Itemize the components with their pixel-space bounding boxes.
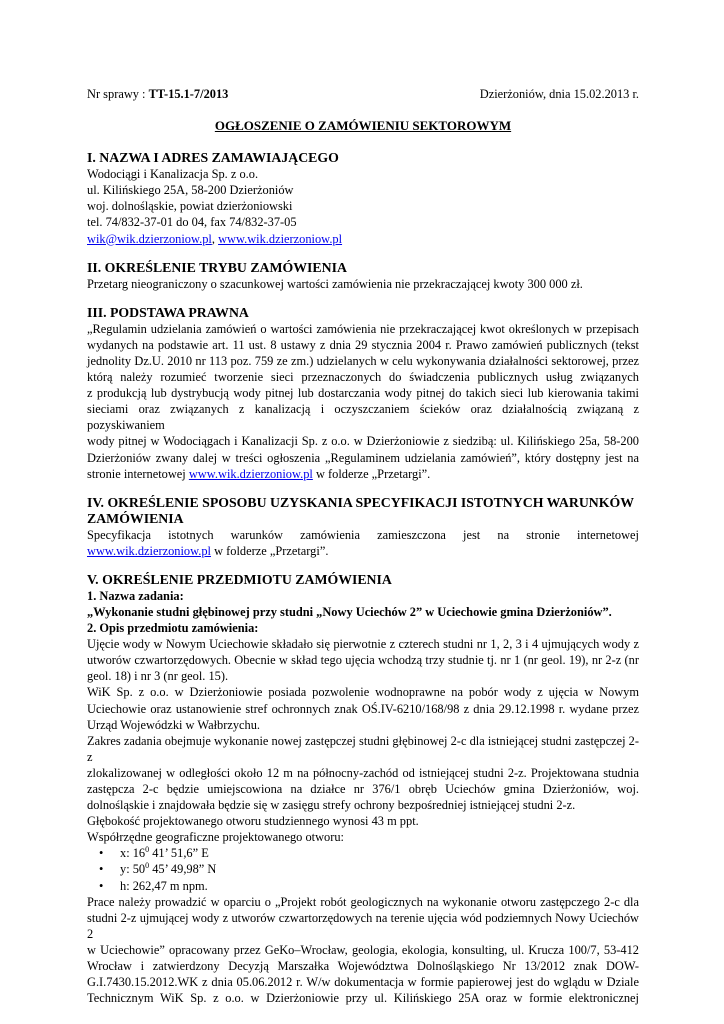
- legal-basis-line: „Regulamin udzielania zamówień o wartości zamówienia nie przekraczającej kwot określonych w przepisach: [87, 321, 639, 336]
- coordinate-x-rest: 41’ 51,6” E: [149, 846, 209, 861]
- legal-basis-last-line: [87, 466, 639, 482]
- description-line: zastępcza 2-c będzie umiejscowiona na działce nr 376/1 obręb Uciechów gmina Dzierżoniów, woj.: [87, 782, 639, 796]
- description-line: utworów czwartorzędowych. Obecnie w skład tego ujęcia wchodzą trzy studnie tj. nr 1 (nr geol. 19), nr 2-z (nr: [87, 653, 639, 668]
- description-line: Technicznym WiK Sp. z o.o. w Dzierżoniowie przy ul. Kilińskiego 25A oraz w formie elektronicznej: [87, 991, 639, 1006]
- task-name-label: 1. Nazwa zadania:: [87, 588, 184, 603]
- description-line: Wrocław i zatwierdzony Decyzją Marszałka Województwa Dolnośląskiego Nr 13/2012 znak DOW-: [87, 959, 639, 974]
- description-line: dolnośląskie i znajdowała będzie się w zasięgu strefy ochrony bezpośredniej istniejącej studni 2-z.: [87, 798, 576, 813]
- description-line: geol. 18) i nr 3 (nr geol. 15).: [87, 669, 229, 684]
- description-line: Prace należy prowadzić w oparciu o „Projekt robót geologicznych na wykonanie otworu zastępczego 2-c dla: [87, 894, 639, 909]
- legal-basis-line: Dzierżoniów zwany dalej w treści ogłoszenia „Regulaminem udzielania zamówień”, który dostępny jest na: [87, 450, 639, 465]
- legal-basis-line: z produkcją lub dystrybucją wody pitnej lub dostarczania wody pitnej do takich sieci lub kierowania takimi: [87, 386, 639, 401]
- case-label: Nr sprawy :: [87, 87, 149, 101]
- company-phone: tel. 74/832-37-01 do 04, fax 74/832-37-05: [87, 215, 297, 230]
- document-title: OGŁOSZENIE O ZAMÓWIENIU SEKTOROWYM: [214, 118, 512, 134]
- depth-text: Głębokość projektowanego otworu studziennego wynosi 43 m ppt.: [87, 814, 419, 829]
- case-number-line: [87, 86, 228, 102]
- coordinate-h: • h: 262,47 m npm.: [120, 878, 639, 894]
- email-link[interactable]: wik@wik.dzierzoniow.pl: [87, 231, 212, 246]
- section-5-heading: V. OKREŚLENIE PRZEDMIOTU ZAMÓWIENIA: [87, 571, 392, 587]
- website-link[interactable]: www.wik.dzierzoniow.pl: [87, 543, 211, 558]
- section-2: [87, 260, 639, 292]
- degree-sup: 0: [145, 845, 150, 855]
- coordinates-list: [87, 845, 639, 893]
- legal-basis-suffix: w folderze „Przetargi”.: [312, 466, 431, 481]
- legal-basis-line: jednolity Dz.U. 2010 nr 113 poz. 759 ze zm.) udzielanych w celu wykonywania działalności sektorowej, przez: [87, 353, 639, 368]
- website-link[interactable]: www.wik.dzierzoniow.pl: [188, 466, 313, 481]
- legal-basis-line: sieciami oraz związanych z kanalizacją i oczyszczaniem ścieków oraz działalnością związaną z pozyskiwaniem: [87, 402, 639, 433]
- document-page: [87, 86, 639, 1006]
- case-number: TT-15.1-7/2013: [148, 87, 229, 101]
- legal-basis-line: którą należy rozumieć tworzenie sieci przeznaczonych do świadczenia publicznych usług związanych: [87, 370, 639, 385]
- legal-basis-prefix: stronie internetowej: [87, 466, 189, 481]
- company-region: woj. dolnośląskie, powiat dzierżoniowski: [87, 199, 293, 214]
- coordinate-y-deg: y: 50: [120, 862, 146, 877]
- company-name: Wodociągi i Kanalizacja Sp. z o.o.: [87, 167, 259, 182]
- description-line: Zakres zadania obejmuje wykonanie nowej zastępczej studni głębinowej 2-c dla istniejącej studni zastępczej 2-z: [87, 733, 639, 764]
- description-line: G.I.7430.15.2012.WK z dnia 05.06.2012 r. W/w dokumentacja w formie papierowej jest do wglądu w Dziale: [87, 975, 639, 990]
- section-4-heading-line-2: ZAMÓWIENIA: [87, 510, 184, 526]
- description-line: Urząd Wojewódzki w Wałbrzychu.: [87, 717, 261, 732]
- spec-text: Specyfikacja istotnych warunków zamówienia zamieszczona jest na stronie internetowej: [87, 527, 639, 542]
- description-line: studni 2-z ujmującej wody z utworów czwartorzędowych na terenie ujęcia wód podziemnych Nowy Uciechów 2: [87, 910, 639, 941]
- link-separator: ,: [211, 231, 219, 246]
- description-line: zlokalizowanej w odległości około 12 m na północny-zachód od istniejącej studni 2-z. Projektowana studnia: [87, 765, 639, 780]
- coordinate-y: [120, 861, 639, 877]
- place-date: Dzierżoniów, dnia 15.02.2013 r.: [479, 87, 639, 101]
- legal-basis-line: wody pitnej w Wodociągach i Kanalizacji Sp. z o.o. w Dzierżoniowie z siedzibą: ul. Kilińskiego 25a, 58-200: [87, 434, 639, 449]
- section-4: [87, 495, 639, 559]
- task-name: „Wykonanie studni głębinowej przy studni „Nowy Uciechów 2” w Uciechowie gmina Dzierżoniów”.: [87, 604, 612, 619]
- description-line: Uciechowie oraz ustanowienie stref ochronnych znak OŚ.IV-6210/168/98 z dnia 29.12.1998 r. wydane przez: [87, 701, 639, 716]
- description-line: w Uciechowie” opracowany przez GeKo–Wrocław, geologia, ekologia, konsulting, ul. Krucza 100/7, 53-412: [87, 942, 639, 957]
- section-4-heading: [87, 495, 639, 527]
- contact-links: [87, 231, 639, 247]
- section-1-heading: I. NAZWA I ADRES ZAMAWIAJĄCEGO: [87, 150, 339, 166]
- section-3: [87, 305, 639, 482]
- website-link[interactable]: www.wik.dzierzoniow.pl: [218, 231, 343, 246]
- coordinate-y-rest: 45’ 49,98” N: [149, 862, 217, 877]
- coordinate-x-deg: x: 16: [120, 846, 146, 861]
- procedure-text: Przetarg nieograniczony o szacunkowej wartości zamówienia nie przekraczającej kwoty 300 000 zł.: [87, 276, 583, 291]
- spec-link-line: [87, 543, 639, 559]
- description-label: 2. Opis przedmiotu zamówienia:: [87, 621, 259, 636]
- document-header: [87, 86, 639, 102]
- description-line: WiK Sp. z o.o. w Dzierżoniowie posiada pozwolenie wodnoprawne na pobór wody z ujęcia w Nowym: [87, 685, 639, 700]
- coordinate-x: [120, 845, 639, 861]
- section-4-heading-line-1: IV. OKREŚLENIE SPOSOBU UZYSKANIA SPECYFIKACJI ISTOTNYCH WARUNKÓW: [87, 494, 635, 510]
- description-line: Ujęcie wody w Nowym Uciechowie składało się pierwotnie z czterech studni nr 1, 2, 3 i 4 ujmujących wody z: [87, 637, 639, 652]
- degree-sup: 0: [145, 861, 150, 871]
- spec-suffix: w folderze „Przetargi”.: [211, 543, 329, 558]
- coordinates-label: Współrzędne geograficzne projektowanego otworu:: [87, 830, 345, 845]
- section-1: [87, 150, 639, 246]
- section-2-heading: II. OKREŚLENIE TRYBU ZAMÓWIENIA: [87, 259, 347, 275]
- section-5: [87, 572, 639, 1006]
- section-3-heading: III. PODSTAWA PRAWNA: [87, 304, 249, 320]
- company-street: ul. Kilińskiego 25A, 58-200 Dzierżoniów: [87, 183, 294, 198]
- legal-basis-line: wydanych na podstawie art. 11 ust. 8 ustawy z dnia 29 stycznia 2004 r. Prawo zamówień publicznych (tekst: [87, 337, 639, 352]
